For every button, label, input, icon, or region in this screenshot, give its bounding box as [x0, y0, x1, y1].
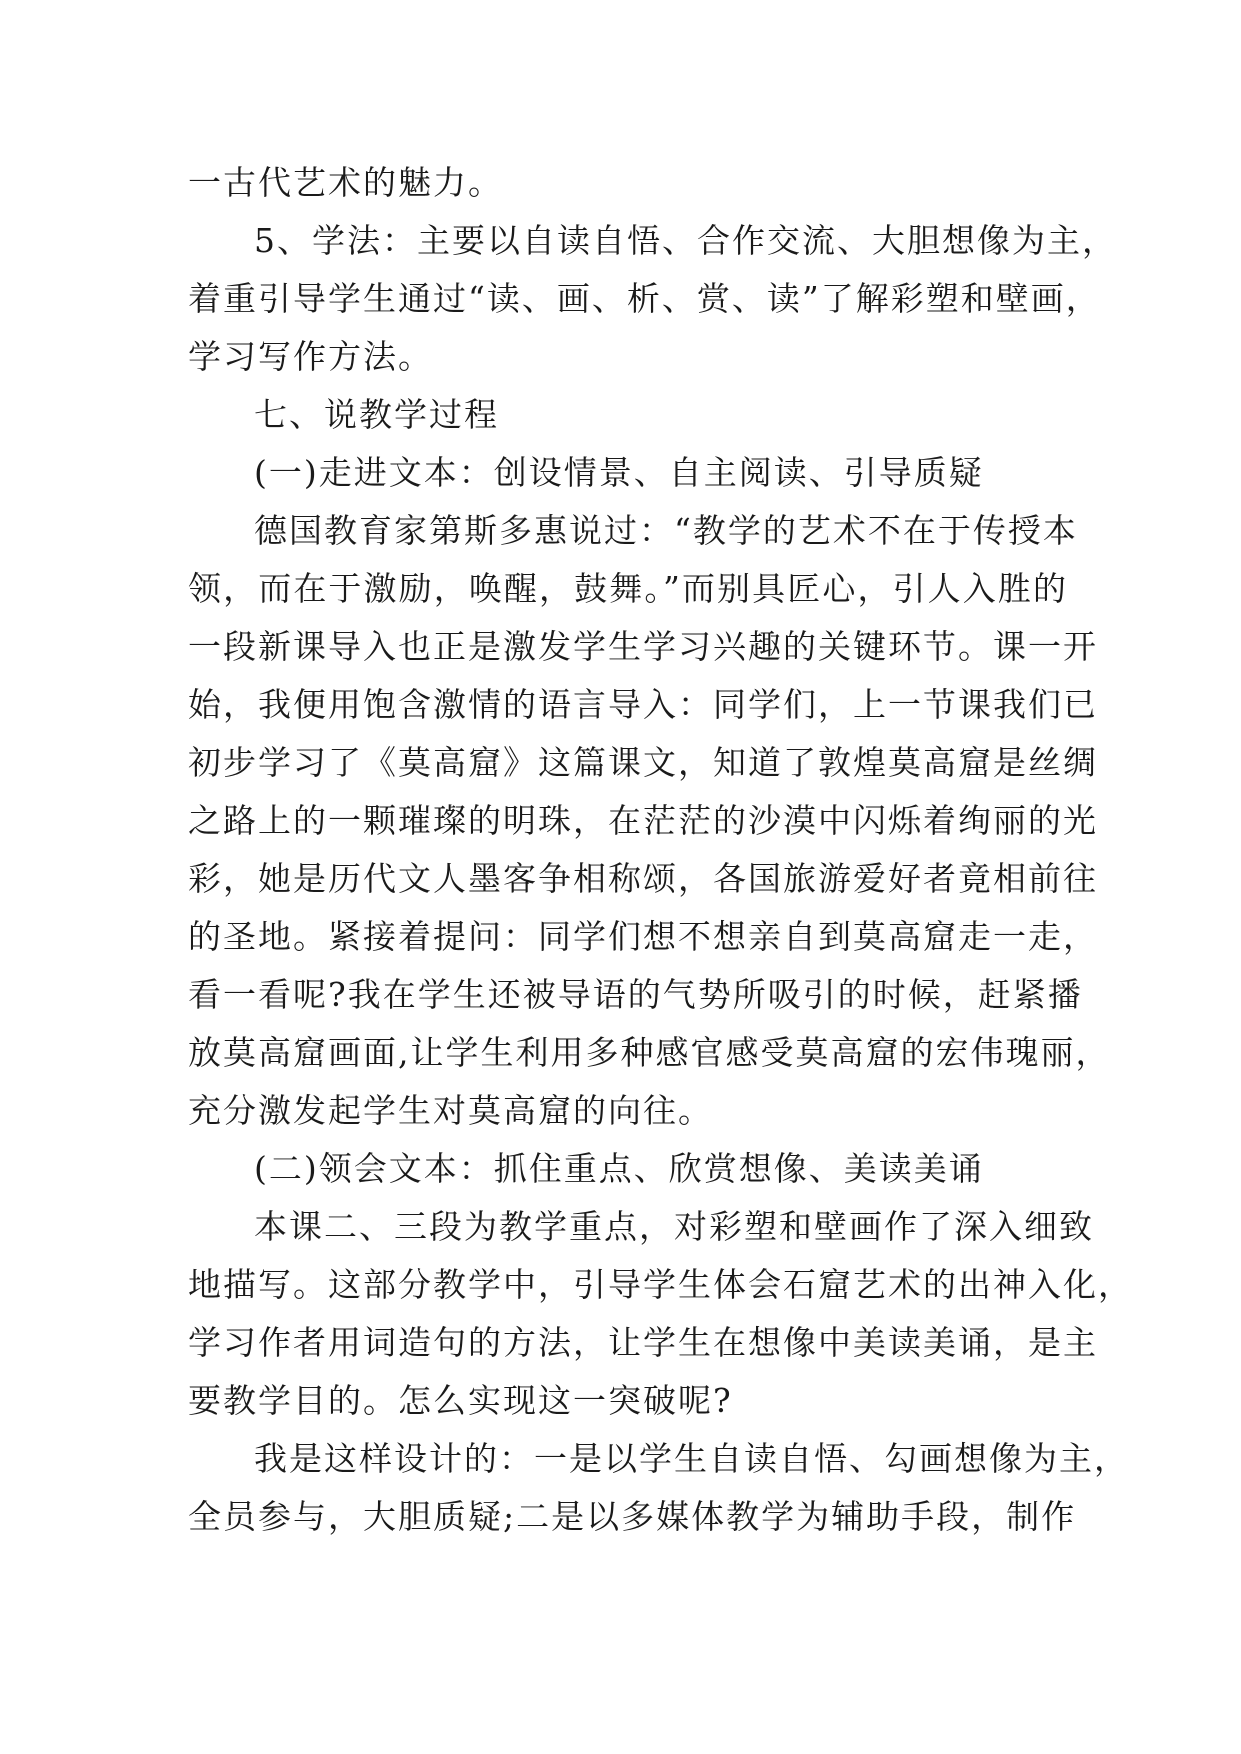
text-line: 着重引导学生通过“读、画、析、赏、读”了解彩塑和壁画， [188, 279, 1101, 318]
text-line: 一段新课导入也正是激发学生学习兴趣的关键环节。课一开 [188, 627, 1098, 666]
text-line: 地描写。这部分教学中，引导学生体会石窟艺术的出神入化， [188, 1265, 1133, 1304]
text-line: 初步学习了《莫高窟》这篇课文，知道了敦煌莫高窟是丝绸 [188, 743, 1098, 782]
text-line: 之路上的一颗璀璨的明珠，在茫茫的沙漠中闪烁着绚丽的光 [188, 801, 1098, 840]
text-line: 要教学目的。怎么实现这一突破呢? [188, 1381, 733, 1420]
subsection-heading: (一)走进文本：创设情景、自主阅读、引导质疑 [254, 453, 984, 492]
text-line: 5、学法：主要以自读自悟、合作交流、大胆想像为主， [254, 221, 1117, 260]
text-line: 彩，她是历代文人墨客争相称颂，各国旅游爱好者竟相前往 [188, 859, 1098, 898]
text-line: 德国教育家第斯多惠说过：“教学的艺术不在于传授本 [254, 511, 1078, 550]
text-line: 放莫高窟画面,让学生利用多种感官感受莫高窟的宏伟瑰丽， [188, 1033, 1111, 1072]
text-line: 一古代艺术的魅力。 [188, 163, 503, 202]
text-line: 看一看呢?我在学生还被导语的气势所吸引的时候，赶紧播 [188, 975, 1083, 1014]
section-heading: 七、说教学过程 [254, 395, 499, 434]
text-line: 领，而在于激励，唤醒，鼓舞。”而别具匠心，引人入胜的 [188, 569, 1068, 608]
subsection-heading: (二)领会文本：抓住重点、欣赏想像、美读美诵 [254, 1149, 984, 1188]
text-line: 我是这样设计的：一是以学生自读自悟、勾画想像为主， [254, 1439, 1129, 1478]
text-line: 学习作者用词造句的方法，让学生在想像中美读美诵，是主 [188, 1323, 1098, 1362]
text-line: 全员参与，大胆质疑;二是以多媒体教学为辅助手段，制作 [188, 1497, 1077, 1536]
text-line: 的圣地。紧接着提问：同学们想不想亲自到莫高窟走一走， [188, 917, 1098, 956]
text-line: 本课二、三段为教学重点，对彩塑和壁画作了深入细致 [254, 1207, 1094, 1246]
body-text [188, 154, 1133, 1546]
text-line: 始，我便用饱含激情的语言导入：同学们，上一节课我们已 [188, 685, 1098, 724]
text-line: 充分激发起学生对莫高窟的向往。 [188, 1091, 713, 1130]
text-line: 学习写作方法。 [188, 337, 433, 376]
